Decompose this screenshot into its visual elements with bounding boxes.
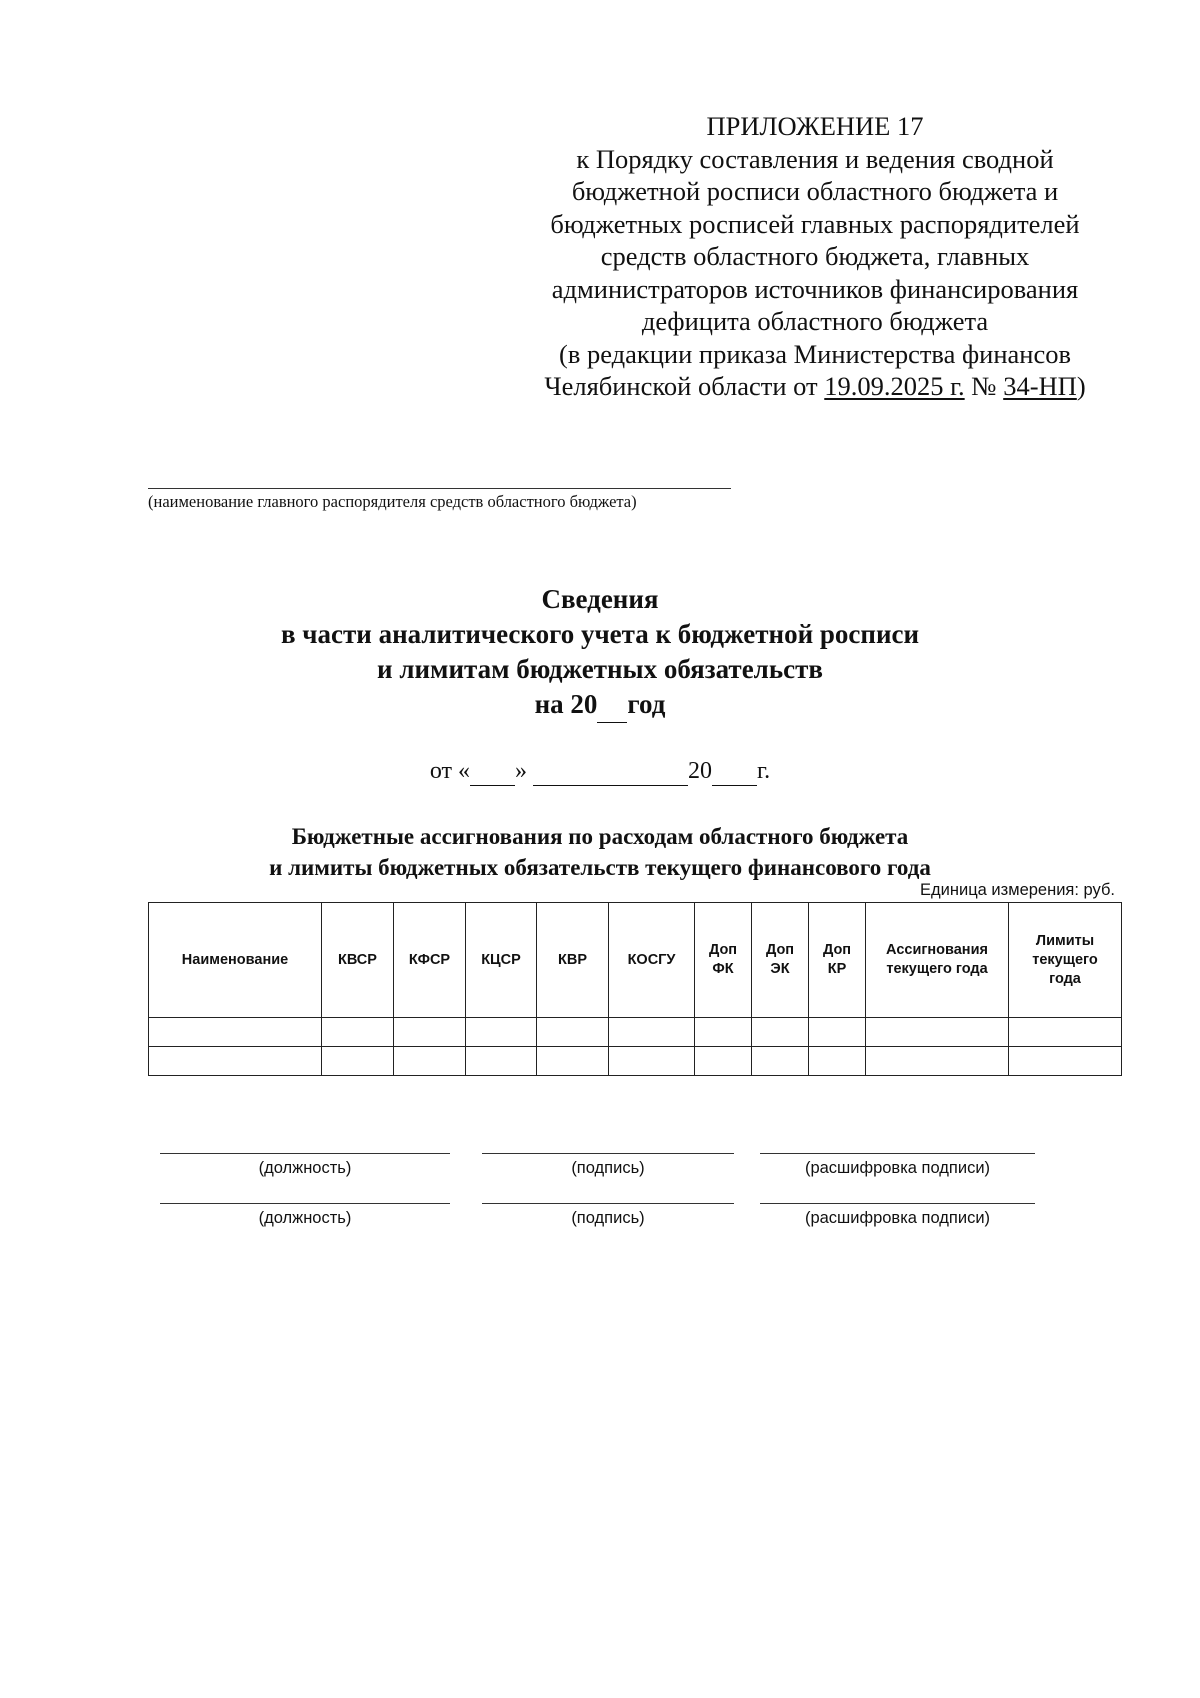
signature-row xyxy=(160,1153,1035,1203)
year-suffix-blank[interactable] xyxy=(712,758,757,786)
table-cell[interactable] xyxy=(322,1047,394,1076)
table-header-row xyxy=(149,903,1122,1018)
date-year: 20 xyxy=(688,758,713,784)
position-caption: (должность) xyxy=(258,1159,352,1177)
table-cell[interactable] xyxy=(537,1018,609,1047)
position-caption: (должность) xyxy=(258,1209,352,1227)
appendix-line: администраторов источников финансирования xyxy=(551,273,1079,304)
table-cell[interactable] xyxy=(322,1018,394,1047)
month-blank[interactable] xyxy=(533,758,688,786)
appendix-line: средств областного бюджета, главных xyxy=(600,241,1030,271)
table-cell[interactable] xyxy=(695,1047,752,1076)
date-line xyxy=(0,758,1200,786)
appendix-line: дефицита областного бюджета xyxy=(641,306,989,336)
signature-line[interactable] xyxy=(482,1153,734,1154)
appendix-order-line xyxy=(520,370,1110,403)
title-year-suffix: год xyxy=(627,689,666,719)
section-title xyxy=(0,821,1200,883)
col-header-kvsr: КВСР xyxy=(322,903,394,1018)
org-name-line[interactable] xyxy=(148,488,731,489)
number-sign: № xyxy=(964,371,1004,401)
appendix-line: бюджетной росписи областного бюджета и xyxy=(571,176,1059,206)
document-title xyxy=(0,582,1200,723)
signature-caption: (подпись) xyxy=(571,1209,645,1227)
table-cell[interactable] xyxy=(809,1047,866,1076)
table-cell[interactable] xyxy=(752,1018,809,1047)
signature-block xyxy=(160,1153,1035,1253)
col-header-dop-ek: Доп ЭК xyxy=(752,903,809,1018)
table-cell[interactable] xyxy=(609,1047,695,1076)
table-cell[interactable] xyxy=(466,1018,537,1047)
table-cell[interactable] xyxy=(809,1018,866,1047)
appendix-line: ПРИЛОЖЕНИЕ 17 xyxy=(706,111,924,141)
appendix-line: бюджетных росписей главных распорядителей xyxy=(550,208,1080,239)
signature-row xyxy=(160,1203,1035,1253)
col-header-kcsr: КЦСР xyxy=(466,903,537,1018)
position-field xyxy=(160,1153,450,1178)
table-cell[interactable] xyxy=(394,1047,466,1076)
position-line[interactable] xyxy=(160,1153,450,1154)
org-name-caption: (наименование главного распорядителя средств областного бюджета) xyxy=(148,492,637,511)
table-cell[interactable] xyxy=(866,1047,1009,1076)
col-header-dop-fk: Доп ФК xyxy=(695,903,752,1018)
appendix-order-prefix: Челябинской области от xyxy=(544,371,825,401)
table-cell[interactable] xyxy=(695,1018,752,1047)
table-cell[interactable] xyxy=(1009,1018,1122,1047)
col-header-kvr: КВР xyxy=(537,903,609,1018)
appendix-line: (в редакции приказа Министерства финансов xyxy=(559,338,1071,369)
table-row xyxy=(149,1047,1122,1076)
table-cell[interactable] xyxy=(752,1047,809,1076)
decoding-caption: (расшифровка подписи) xyxy=(804,1159,991,1177)
appendix-closing: ) xyxy=(1076,371,1086,401)
table-cell[interactable] xyxy=(1009,1047,1122,1076)
signature-caption: (подпись) xyxy=(571,1159,645,1177)
title-line-3: и лимитам бюджетных обязательств xyxy=(377,654,823,684)
decoding-field xyxy=(760,1203,1035,1228)
table-cell[interactable] xyxy=(466,1047,537,1076)
table-cell[interactable] xyxy=(866,1018,1009,1047)
signature-field xyxy=(482,1153,734,1178)
section-title-line-1: Бюджетные ассигнования по расходам областного бюджета xyxy=(291,824,909,849)
col-header-assignments: Ассигнования текущего года xyxy=(866,903,1009,1018)
table-cell[interactable] xyxy=(609,1018,695,1047)
decoding-line[interactable] xyxy=(760,1203,1035,1204)
appendix-line: к Порядку составления и ведения сводной xyxy=(576,143,1054,174)
date-prefix: от « xyxy=(429,758,471,784)
decoding-line[interactable] xyxy=(760,1153,1035,1154)
title-line-1: Сведения xyxy=(541,584,659,614)
title-year-prefix: на 20 xyxy=(534,689,598,719)
assignments-table xyxy=(148,902,1122,1076)
decoding-field xyxy=(760,1153,1035,1178)
appendix-header xyxy=(520,110,1110,403)
position-line[interactable] xyxy=(160,1203,450,1204)
date-close-quote: » xyxy=(515,758,528,784)
signature-field xyxy=(482,1203,734,1228)
order-date: 19.09.2025 г. xyxy=(824,371,965,401)
date-suffix: г. xyxy=(757,758,771,784)
col-header-kosgu: КОСГУ xyxy=(609,903,695,1018)
table-row xyxy=(149,1018,1122,1047)
col-header-kfsr: КФСР xyxy=(394,903,466,1018)
position-field xyxy=(160,1203,450,1228)
table-cell[interactable] xyxy=(149,1018,322,1047)
section-title-line-2: и лимиты бюджетных обязательств текущего финансового года xyxy=(269,855,931,880)
year-blank[interactable] xyxy=(597,687,627,723)
day-blank[interactable] xyxy=(470,758,515,786)
table-cell[interactable] xyxy=(394,1018,466,1047)
col-header-limits: Лимиты текущего года xyxy=(1009,903,1122,1018)
table-cell[interactable] xyxy=(149,1047,322,1076)
col-header-name: Наименование xyxy=(149,903,322,1018)
unit-of-measure: Единица измерения: руб. xyxy=(920,881,1115,899)
org-name-field xyxy=(148,488,738,512)
title-line-4 xyxy=(0,687,1200,723)
decoding-caption: (расшифровка подписи) xyxy=(804,1209,991,1227)
order-number: 34-НП xyxy=(1003,371,1077,401)
col-header-dop-kr: Доп КР xyxy=(809,903,866,1018)
table-cell[interactable] xyxy=(537,1047,609,1076)
signature-line[interactable] xyxy=(482,1203,734,1204)
title-line-2: в части аналитического учета к бюджетной росписи xyxy=(280,619,920,649)
